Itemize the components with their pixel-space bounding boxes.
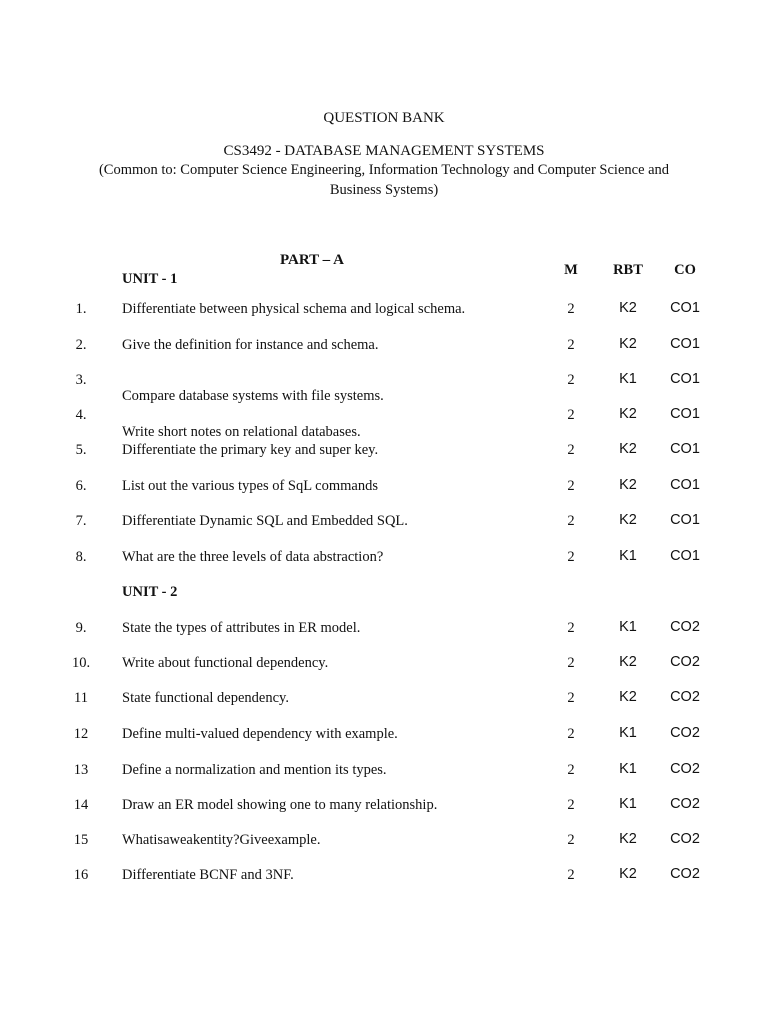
question-number: 12 bbox=[73, 726, 89, 742]
question-number: 2. bbox=[75, 337, 87, 353]
question-text: State the types of attributes in ER model. bbox=[122, 620, 361, 636]
question-co: CO2 bbox=[670, 689, 700, 705]
question-marks: 2 bbox=[567, 442, 575, 458]
question-number: 6. bbox=[75, 478, 87, 494]
unit-heading: UNIT - 1 bbox=[122, 271, 178, 287]
question-marks: 2 bbox=[567, 620, 575, 636]
question-marks: 2 bbox=[567, 867, 575, 883]
question-number: 13 bbox=[73, 762, 89, 778]
question-text: Define multi-valued dependency with example. bbox=[122, 726, 398, 742]
question-rbt: K2 bbox=[619, 441, 637, 457]
question-rbt: K1 bbox=[619, 796, 637, 812]
question-marks: 2 bbox=[567, 690, 575, 706]
question-rbt: K2 bbox=[619, 300, 637, 316]
unit-heading: UNIT - 2 bbox=[122, 584, 178, 600]
question-rbt: K1 bbox=[619, 619, 637, 635]
column-header-marks: M bbox=[564, 262, 578, 278]
question-text: Differentiate the primary key and super key. bbox=[122, 442, 379, 458]
question-co: CO2 bbox=[670, 619, 700, 635]
question-rbt: K1 bbox=[619, 371, 637, 387]
question-text: Compare database systems with file systems. bbox=[122, 388, 384, 404]
question-rbt: K1 bbox=[619, 761, 637, 777]
question-rbt: K2 bbox=[619, 831, 637, 847]
question-number: 10. bbox=[71, 655, 91, 671]
question-marks: 2 bbox=[567, 797, 575, 813]
document-title: QUESTION BANK bbox=[323, 110, 445, 126]
question-number: 15 bbox=[73, 832, 89, 848]
question-text: Whatisaweakentity?Giveexample. bbox=[122, 832, 321, 848]
question-rbt: K2 bbox=[619, 406, 637, 422]
common-to-line-2: Business Systems) bbox=[329, 182, 439, 198]
question-text: What are the three levels of data abstraction? bbox=[122, 549, 384, 565]
question-co: CO1 bbox=[670, 300, 700, 316]
question-rbt: K1 bbox=[619, 725, 637, 741]
question-marks: 2 bbox=[567, 301, 575, 317]
question-co: CO1 bbox=[670, 477, 700, 493]
question-rbt: K2 bbox=[619, 654, 637, 670]
question-marks: 2 bbox=[567, 832, 575, 848]
question-number: 3. bbox=[75, 372, 87, 388]
column-header-rbt: RBT bbox=[613, 262, 643, 278]
question-co: CO2 bbox=[670, 796, 700, 812]
question-co: CO2 bbox=[670, 831, 700, 847]
question-text: Differentiate between physical schema and logical schema. bbox=[122, 301, 466, 317]
question-number: 7. bbox=[75, 513, 87, 529]
question-number: 14 bbox=[73, 797, 89, 813]
question-text: Give the definition for instance and schema. bbox=[122, 337, 379, 353]
question-number: 16 bbox=[73, 867, 89, 883]
question-marks: 2 bbox=[567, 655, 575, 671]
question-co: CO1 bbox=[670, 512, 700, 528]
question-co: CO1 bbox=[670, 371, 700, 387]
question-marks: 2 bbox=[567, 726, 575, 742]
common-to-line-1: (Common to: Computer Science Engineering, Information Technology and Computer Science and bbox=[98, 162, 670, 178]
question-text: Differentiate BCNF and 3NF. bbox=[122, 867, 294, 883]
question-marks: 2 bbox=[567, 762, 575, 778]
question-text: List out the various types of SqL commands bbox=[122, 478, 379, 494]
question-co: CO1 bbox=[670, 441, 700, 457]
question-marks: 2 bbox=[567, 372, 575, 388]
question-number: 5. bbox=[75, 442, 87, 458]
question-text: Define a normalization and mention its types. bbox=[122, 762, 387, 778]
question-co: CO1 bbox=[670, 548, 700, 564]
question-number: 8. bbox=[75, 549, 87, 565]
question-rbt: K2 bbox=[619, 336, 637, 352]
question-text: Draw an ER model showing one to many relationship. bbox=[122, 797, 438, 813]
question-number: 1. bbox=[75, 301, 87, 317]
question-number: 9. bbox=[75, 620, 87, 636]
question-co: CO2 bbox=[670, 866, 700, 882]
question-number: 11 bbox=[74, 690, 88, 706]
question-marks: 2 bbox=[567, 513, 575, 529]
question-text: Write about functional dependency. bbox=[122, 655, 329, 671]
question-marks: 2 bbox=[567, 337, 575, 353]
question-marks: 2 bbox=[567, 549, 575, 565]
question-co: CO2 bbox=[670, 725, 700, 741]
question-rbt: K1 bbox=[619, 548, 637, 564]
question-text: State functional dependency. bbox=[122, 690, 289, 706]
question-rbt: K2 bbox=[619, 866, 637, 882]
question-co: CO1 bbox=[670, 406, 700, 422]
question-number: 4. bbox=[75, 407, 87, 423]
question-rbt: K2 bbox=[619, 477, 637, 493]
question-marks: 2 bbox=[567, 478, 575, 494]
question-rbt: K2 bbox=[619, 512, 637, 528]
question-text: Differentiate Dynamic SQL and Embedded SQL. bbox=[122, 513, 408, 529]
question-marks: 2 bbox=[567, 407, 575, 423]
question-co: CO2 bbox=[670, 654, 700, 670]
question-text: Write short notes on relational databases. bbox=[122, 424, 361, 440]
question-rbt: K2 bbox=[619, 689, 637, 705]
course-title: CS3492 - DATABASE MANAGEMENT SYSTEMS bbox=[223, 143, 545, 159]
question-co: CO1 bbox=[670, 336, 700, 352]
part-heading: PART – A bbox=[280, 252, 344, 268]
question-co: CO2 bbox=[670, 761, 700, 777]
column-header-co: CO bbox=[674, 262, 696, 278]
